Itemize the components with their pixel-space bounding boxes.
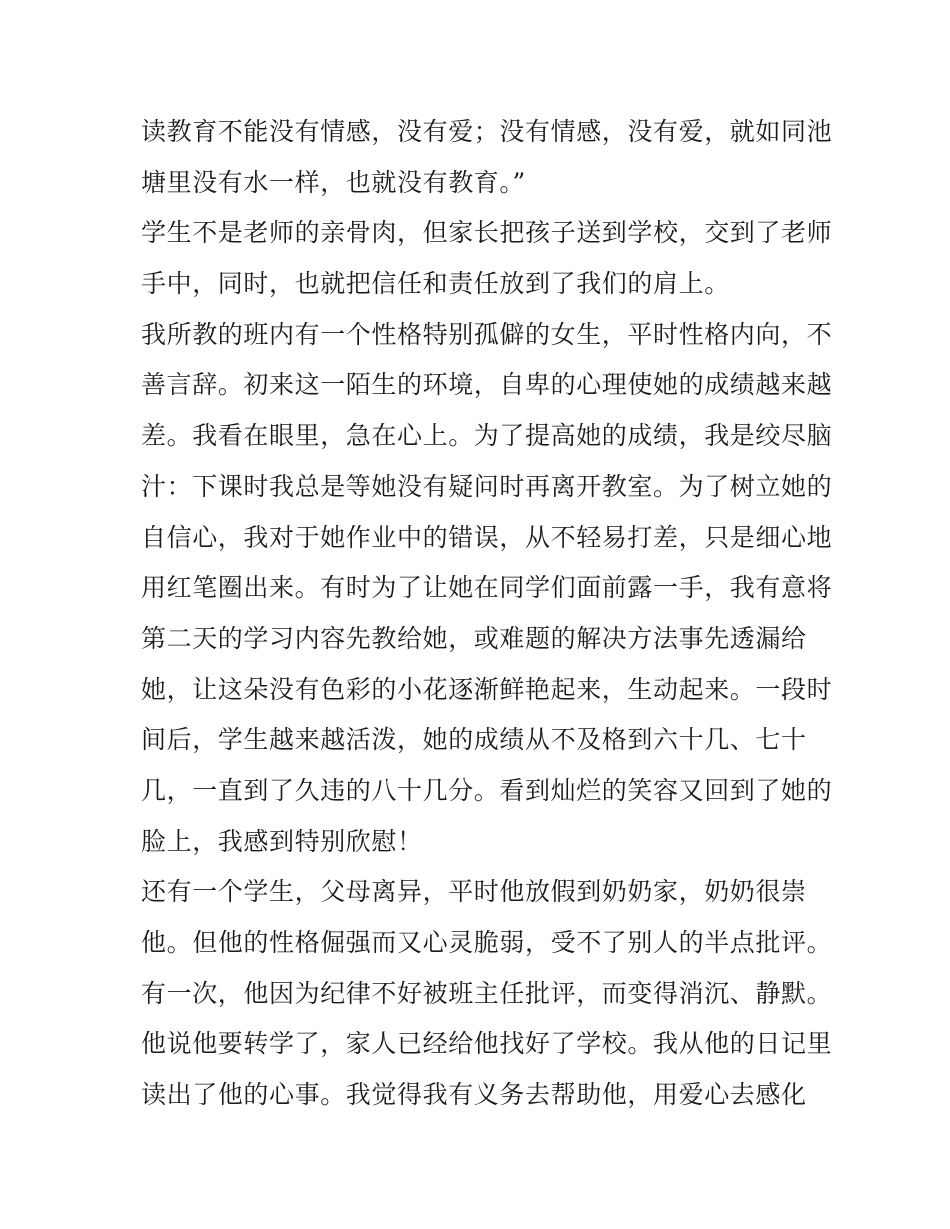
text-line: 间后，学生越来越活泼，她的成绩从不及格到六十几、七十 <box>141 725 807 755</box>
text-line: 脸上，我感到特别欣慰！ <box>141 826 423 856</box>
text-line: 差。我看在眼里，急在心上。为了提高她的成绩，我是绞尽脑 <box>141 421 833 451</box>
text-line: 有一次，他因为纪律不好被班主任批评，而变得消沉、静默。 <box>141 978 833 1008</box>
text-line: 读教育不能没有情感，没有爱；没有情感，没有爱，就如同池 <box>141 117 833 146</box>
text-line: 他。但他的性格倔强而又心灵脆弱，受不了别人的半点批评。 <box>141 928 833 957</box>
text-line: 塘里没有水一样，也就没有教育。” <box>141 167 526 197</box>
text-line: 第二天的学习内容先教给她，或难题的解决方法事先透漏给 <box>141 623 807 653</box>
text-line: 我所教的班内有一个性格特别孤僻的女生，平时性格内向，不 <box>141 319 833 349</box>
text-line: 还有一个学生，父母离异，平时他放假到奶奶家，奶奶很崇 <box>141 877 807 907</box>
text-line: 善言辞。初来这一陌生的环境，自卑的心理使她的成绩越来越 <box>141 370 833 400</box>
text-line: 汁：下课时我总是等她没有疑问时再离开教室。为了树立她的 <box>141 471 833 501</box>
text-line: 几，一直到了久违的八十几分。看到灿烂的笑容又回到了她的 <box>141 775 833 805</box>
body-text <box>141 107 833 1121</box>
text-line: 学生不是老师的亲骨肉，但家长把孩子送到学校，交到了老师 <box>141 218 833 248</box>
text-line: 手中，同时，也就把信任和责任放到了我们的肩上。 <box>141 269 730 299</box>
text-line: 读出了他的心事。我觉得我有义务去帮助他，用爱心去感化 <box>141 1080 807 1110</box>
text-line: 他说他要转学了，家人已经给他找好了学校。我从他的日记里 <box>141 1029 833 1059</box>
text-line: 自信心，我对于她作业中的错误，从不轻易打差，只是细心地 <box>141 522 833 552</box>
text-line: 用红笔圈出来。有时为了让她在同学们面前露一手，我有意将 <box>141 573 833 603</box>
text-line: 她，让这朵没有色彩的小花逐渐鲜艳起来，生动起来。一段时 <box>141 674 833 704</box>
